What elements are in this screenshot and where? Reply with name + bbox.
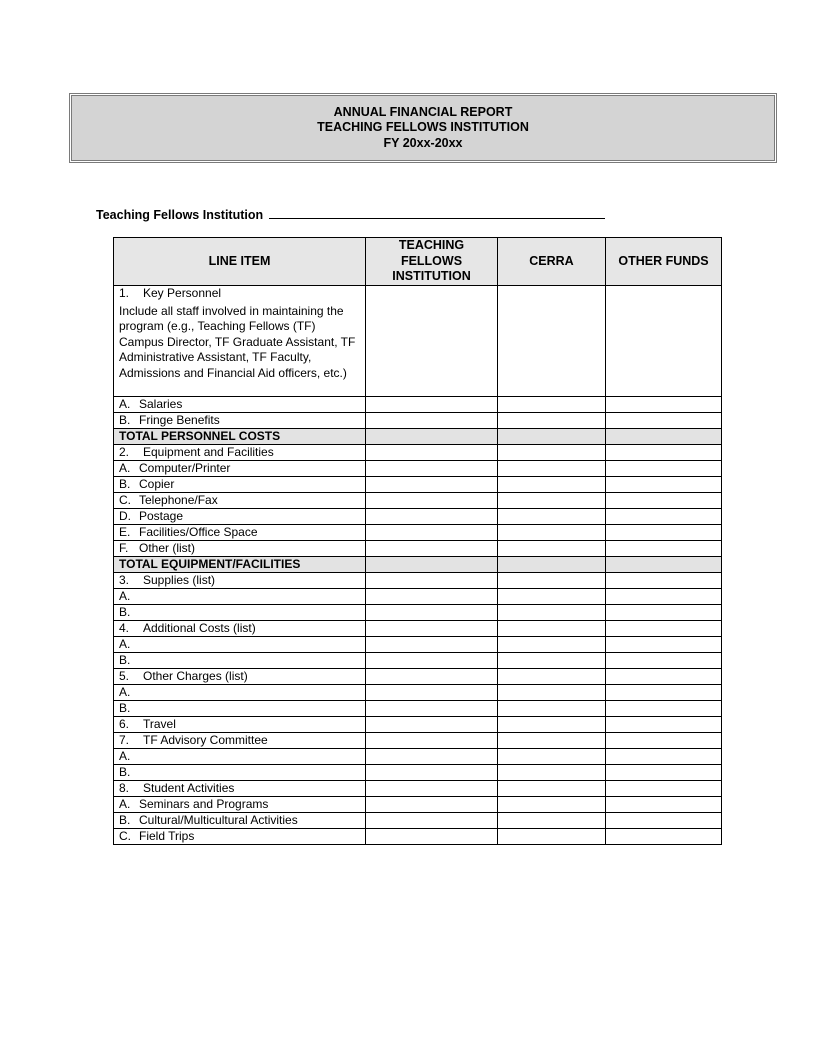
- table-row: [114, 476, 722, 492]
- tfi-amount-cell[interactable]: [366, 716, 498, 732]
- line-item-cell: [114, 764, 366, 780]
- line-item-cell: [114, 796, 366, 812]
- section-title: Supplies (list): [143, 572, 216, 587]
- tfi-amount-cell[interactable]: [366, 668, 498, 684]
- section-title: Travel: [143, 716, 176, 731]
- line-item-cell: [114, 684, 366, 700]
- table-row: [114, 508, 722, 524]
- tfi-amount-cell[interactable]: [366, 412, 498, 428]
- cerra-amount-cell[interactable]: [498, 508, 606, 524]
- tfi-amount-cell[interactable]: [366, 604, 498, 620]
- line-item-cell: [114, 412, 366, 428]
- cerra-amount-cell[interactable]: [498, 748, 606, 764]
- line-item-cell: [114, 476, 366, 492]
- total-row: [114, 428, 722, 444]
- item-letter: A.: [119, 588, 131, 603]
- section-title: Key Personnel: [143, 285, 222, 300]
- table-row: [114, 604, 722, 620]
- item-label: Facilities/Office Space: [139, 524, 258, 539]
- cerra-amount-cell[interactable]: [498, 620, 606, 636]
- table-row: [114, 524, 722, 540]
- other-funds-amount-cell[interactable]: [606, 556, 722, 572]
- line-item-cell: [114, 652, 366, 668]
- item-letter: A.: [119, 396, 131, 411]
- section-title: Student Activities: [143, 780, 235, 795]
- table-row: [114, 828, 722, 844]
- table-row: [114, 460, 722, 476]
- tfi-amount-cell[interactable]: [366, 812, 498, 828]
- table-row: [114, 412, 722, 428]
- line-item-cell: [114, 780, 366, 796]
- other-funds-amount-cell[interactable]: [606, 540, 722, 556]
- other-funds-amount-cell[interactable]: [606, 620, 722, 636]
- cerra-amount-cell[interactable]: [498, 828, 606, 844]
- table-row: [114, 812, 722, 828]
- cerra-amount-cell[interactable]: [498, 732, 606, 748]
- item-letter: A.: [119, 460, 131, 475]
- col-header-cerra: CERRA: [498, 238, 606, 286]
- total-label: TOTAL PERSONNEL COSTS: [119, 428, 281, 443]
- item-letter: B.: [119, 604, 131, 619]
- other-funds-amount-cell[interactable]: [606, 636, 722, 652]
- report-title: ANNUAL FINANCIAL REPORT: [333, 104, 513, 119]
- cerra-amount-cell[interactable]: [498, 716, 606, 732]
- tfi-amount-cell[interactable]: [366, 828, 498, 844]
- other-funds-amount-cell[interactable]: [606, 285, 722, 396]
- other-funds-amount-cell[interactable]: [606, 572, 722, 588]
- item-label: Copier: [139, 476, 175, 491]
- other-funds-amount-cell[interactable]: [606, 508, 722, 524]
- cerra-amount-cell[interactable]: [498, 540, 606, 556]
- tfi-amount-cell[interactable]: [366, 285, 498, 396]
- item-letter: B.: [119, 700, 131, 715]
- other-funds-amount-cell[interactable]: [606, 412, 722, 428]
- tfi-amount-cell[interactable]: [366, 476, 498, 492]
- total-row: [114, 556, 722, 572]
- institution-blank-line[interactable]: [269, 206, 605, 219]
- tfi-amount-cell[interactable]: [366, 748, 498, 764]
- table-row: [114, 668, 722, 684]
- line-item-cell: [114, 700, 366, 716]
- table-row: [114, 700, 722, 716]
- table-row: [114, 396, 722, 412]
- table-row: [114, 780, 722, 796]
- key-personnel-cell: [114, 285, 366, 396]
- other-funds-amount-cell[interactable]: [606, 444, 722, 460]
- other-funds-amount-cell[interactable]: [606, 764, 722, 780]
- cerra-amount-cell[interactable]: [498, 700, 606, 716]
- item-letter: C.: [119, 828, 131, 843]
- line-item-cell: [114, 748, 366, 764]
- cerra-amount-cell[interactable]: [498, 796, 606, 812]
- tfi-amount-cell[interactable]: [366, 428, 498, 444]
- tfi-amount-cell[interactable]: [366, 652, 498, 668]
- col-header-other-funds: OTHER FUNDS: [606, 238, 722, 286]
- other-funds-amount-cell[interactable]: [606, 796, 722, 812]
- item-letter: A.: [119, 636, 131, 651]
- cerra-amount-cell[interactable]: [498, 652, 606, 668]
- tfi-amount-cell[interactable]: [366, 780, 498, 796]
- report-subtitle: TEACHING FELLOWS INSTITUTION: [317, 120, 529, 135]
- other-funds-amount-cell[interactable]: [606, 812, 722, 828]
- section-title: Additional Costs (list): [143, 620, 256, 635]
- other-funds-amount-cell[interactable]: [606, 492, 722, 508]
- item-label: Computer/Printer: [139, 460, 231, 475]
- tfi-amount-cell[interactable]: [366, 460, 498, 476]
- cerra-amount-cell[interactable]: [498, 572, 606, 588]
- line-item-cell: [114, 508, 366, 524]
- other-funds-amount-cell[interactable]: [606, 684, 722, 700]
- tfi-amount-cell[interactable]: [366, 764, 498, 780]
- item-letter: B.: [119, 764, 131, 779]
- line-item-cell: [114, 524, 366, 540]
- table-row: [114, 636, 722, 652]
- col-header-tfi: TEACHING FELLOWS INSTITUTION: [366, 238, 498, 286]
- cerra-amount-cell[interactable]: [498, 780, 606, 796]
- line-item-cell: [114, 812, 366, 828]
- item-label: Fringe Benefits: [139, 412, 220, 427]
- tfi-amount-cell[interactable]: [366, 684, 498, 700]
- tfi-amount-cell[interactable]: [366, 540, 498, 556]
- cerra-amount-cell[interactable]: [498, 524, 606, 540]
- other-funds-amount-cell[interactable]: [606, 604, 722, 620]
- line-item-cell: [114, 444, 366, 460]
- item-letter: B.: [119, 412, 131, 427]
- fiscal-year: FY 20xx-20xx: [383, 135, 463, 150]
- item-letter: E.: [119, 524, 131, 539]
- section-title: Equipment and Facilities: [143, 444, 274, 459]
- other-funds-amount-cell[interactable]: [606, 780, 722, 796]
- cerra-amount-cell[interactable]: [498, 636, 606, 652]
- line-item-cell: [114, 492, 366, 508]
- line-item-cell: [114, 636, 366, 652]
- tfi-amount-cell[interactable]: [366, 396, 498, 412]
- tfi-amount-cell[interactable]: [366, 556, 498, 572]
- item-letter: A.: [119, 748, 131, 763]
- other-funds-amount-cell[interactable]: [606, 748, 722, 764]
- line-item-cell: [114, 828, 366, 844]
- item-letter: B.: [119, 652, 131, 667]
- table-row: [114, 444, 722, 460]
- other-funds-amount-cell[interactable]: [606, 668, 722, 684]
- section-number: 5.: [119, 668, 130, 683]
- institution-field: [96, 206, 605, 222]
- table-row: [114, 796, 722, 812]
- item-label: Seminars and Programs: [139, 796, 269, 811]
- other-funds-amount-cell[interactable]: [606, 428, 722, 444]
- tfi-amount-cell[interactable]: [366, 620, 498, 636]
- cerra-amount-cell[interactable]: [498, 428, 606, 444]
- cerra-amount-cell[interactable]: [498, 668, 606, 684]
- table-row-key-personnel: [114, 285, 722, 396]
- item-label: Salaries: [139, 396, 183, 411]
- total-label: TOTAL EQUIPMENT/FACILITIES: [119, 556, 301, 571]
- cerra-amount-cell[interactable]: [498, 285, 606, 396]
- line-item-cell: [114, 620, 366, 636]
- line-item-cell: [114, 588, 366, 604]
- item-letter: F.: [119, 540, 129, 555]
- line-item-cell: [114, 556, 366, 572]
- table-row: [114, 572, 722, 588]
- line-item-cell: [114, 604, 366, 620]
- tfi-amount-cell[interactable]: [366, 732, 498, 748]
- item-label: Telephone/Fax: [139, 492, 218, 507]
- item-letter: C.: [119, 492, 131, 507]
- section-number: 7.: [119, 732, 130, 747]
- table-row: [114, 588, 722, 604]
- tfi-amount-cell[interactable]: [366, 572, 498, 588]
- line-item-cell: [114, 460, 366, 476]
- section-number: 4.: [119, 620, 130, 635]
- other-funds-amount-cell[interactable]: [606, 716, 722, 732]
- table-row: [114, 716, 722, 732]
- cerra-amount-cell[interactable]: [498, 684, 606, 700]
- section-number: 2.: [119, 444, 130, 459]
- cerra-amount-cell[interactable]: [498, 412, 606, 428]
- cerra-amount-cell[interactable]: [498, 556, 606, 572]
- other-funds-amount-cell[interactable]: [606, 460, 722, 476]
- financial-report-table: [113, 237, 722, 845]
- other-funds-amount-cell[interactable]: [606, 588, 722, 604]
- line-item-cell: [114, 540, 366, 556]
- item-letter: B.: [119, 476, 131, 491]
- section-number: 8.: [119, 780, 130, 795]
- item-letter: B.: [119, 812, 131, 827]
- other-funds-amount-cell[interactable]: [606, 476, 722, 492]
- cerra-amount-cell[interactable]: [498, 476, 606, 492]
- tfi-amount-cell[interactable]: [366, 700, 498, 716]
- item-letter: A.: [119, 684, 131, 699]
- other-funds-amount-cell[interactable]: [606, 652, 722, 668]
- col-header-line-item: LINE ITEM: [114, 238, 366, 286]
- tfi-amount-cell[interactable]: [366, 524, 498, 540]
- cerra-amount-cell[interactable]: [498, 460, 606, 476]
- tfi-amount-cell[interactable]: [366, 508, 498, 524]
- tfi-amount-cell[interactable]: [366, 444, 498, 460]
- table-row: [114, 748, 722, 764]
- tfi-amount-cell[interactable]: [366, 492, 498, 508]
- cerra-amount-cell[interactable]: [498, 492, 606, 508]
- line-item-cell: [114, 732, 366, 748]
- tfi-amount-cell[interactable]: [366, 796, 498, 812]
- other-funds-amount-cell[interactable]: [606, 396, 722, 412]
- other-funds-amount-cell[interactable]: [606, 524, 722, 540]
- item-label: Field Trips: [139, 828, 195, 843]
- section-number: 1.: [119, 285, 130, 300]
- cerra-amount-cell[interactable]: [498, 396, 606, 412]
- tfi-amount-cell[interactable]: [366, 636, 498, 652]
- line-item-cell: [114, 396, 366, 412]
- cerra-amount-cell[interactable]: [498, 444, 606, 460]
- key-personnel-description: Include all staff involved in maintaining the program (e.g., Teaching Fellows (TF) Campus Director, TF Graduate Assistant, TF Administrative Assistant, TF Faculty, Admissions and Financial Aid officers, etc.): [119, 303, 356, 380]
- table-row: [114, 764, 722, 780]
- line-item-cell: [114, 716, 366, 732]
- cerra-amount-cell[interactable]: [498, 604, 606, 620]
- cerra-amount-cell[interactable]: [498, 588, 606, 604]
- section-number: 6.: [119, 716, 130, 731]
- cerra-amount-cell[interactable]: [498, 764, 606, 780]
- section-title: Other Charges (list): [143, 668, 248, 683]
- item-letter: A.: [119, 796, 131, 811]
- table-row: [114, 652, 722, 668]
- line-item-cell: [114, 668, 366, 684]
- other-funds-amount-cell[interactable]: [606, 700, 722, 716]
- other-funds-amount-cell[interactable]: [606, 828, 722, 844]
- table-row: [114, 732, 722, 748]
- line-item-cell: [114, 428, 366, 444]
- section-title: TF Advisory Committee: [143, 732, 268, 747]
- institution-label: Teaching Fellows Institution: [96, 208, 264, 222]
- item-label: Cultural/Multicultural Activities: [139, 812, 298, 827]
- section-number: 3.: [119, 572, 130, 587]
- table-row: [114, 684, 722, 700]
- cerra-amount-cell[interactable]: [498, 812, 606, 828]
- table-header-row: [114, 238, 722, 286]
- tfi-amount-cell[interactable]: [366, 588, 498, 604]
- table-row: [114, 492, 722, 508]
- item-label: Other (list): [139, 540, 196, 555]
- other-funds-amount-cell[interactable]: [606, 732, 722, 748]
- table-row: [114, 540, 722, 556]
- report-header: [71, 95, 775, 161]
- line-item-cell: [114, 572, 366, 588]
- item-label: Postage: [139, 508, 184, 523]
- table-row: [114, 620, 722, 636]
- item-letter: D.: [119, 508, 131, 523]
